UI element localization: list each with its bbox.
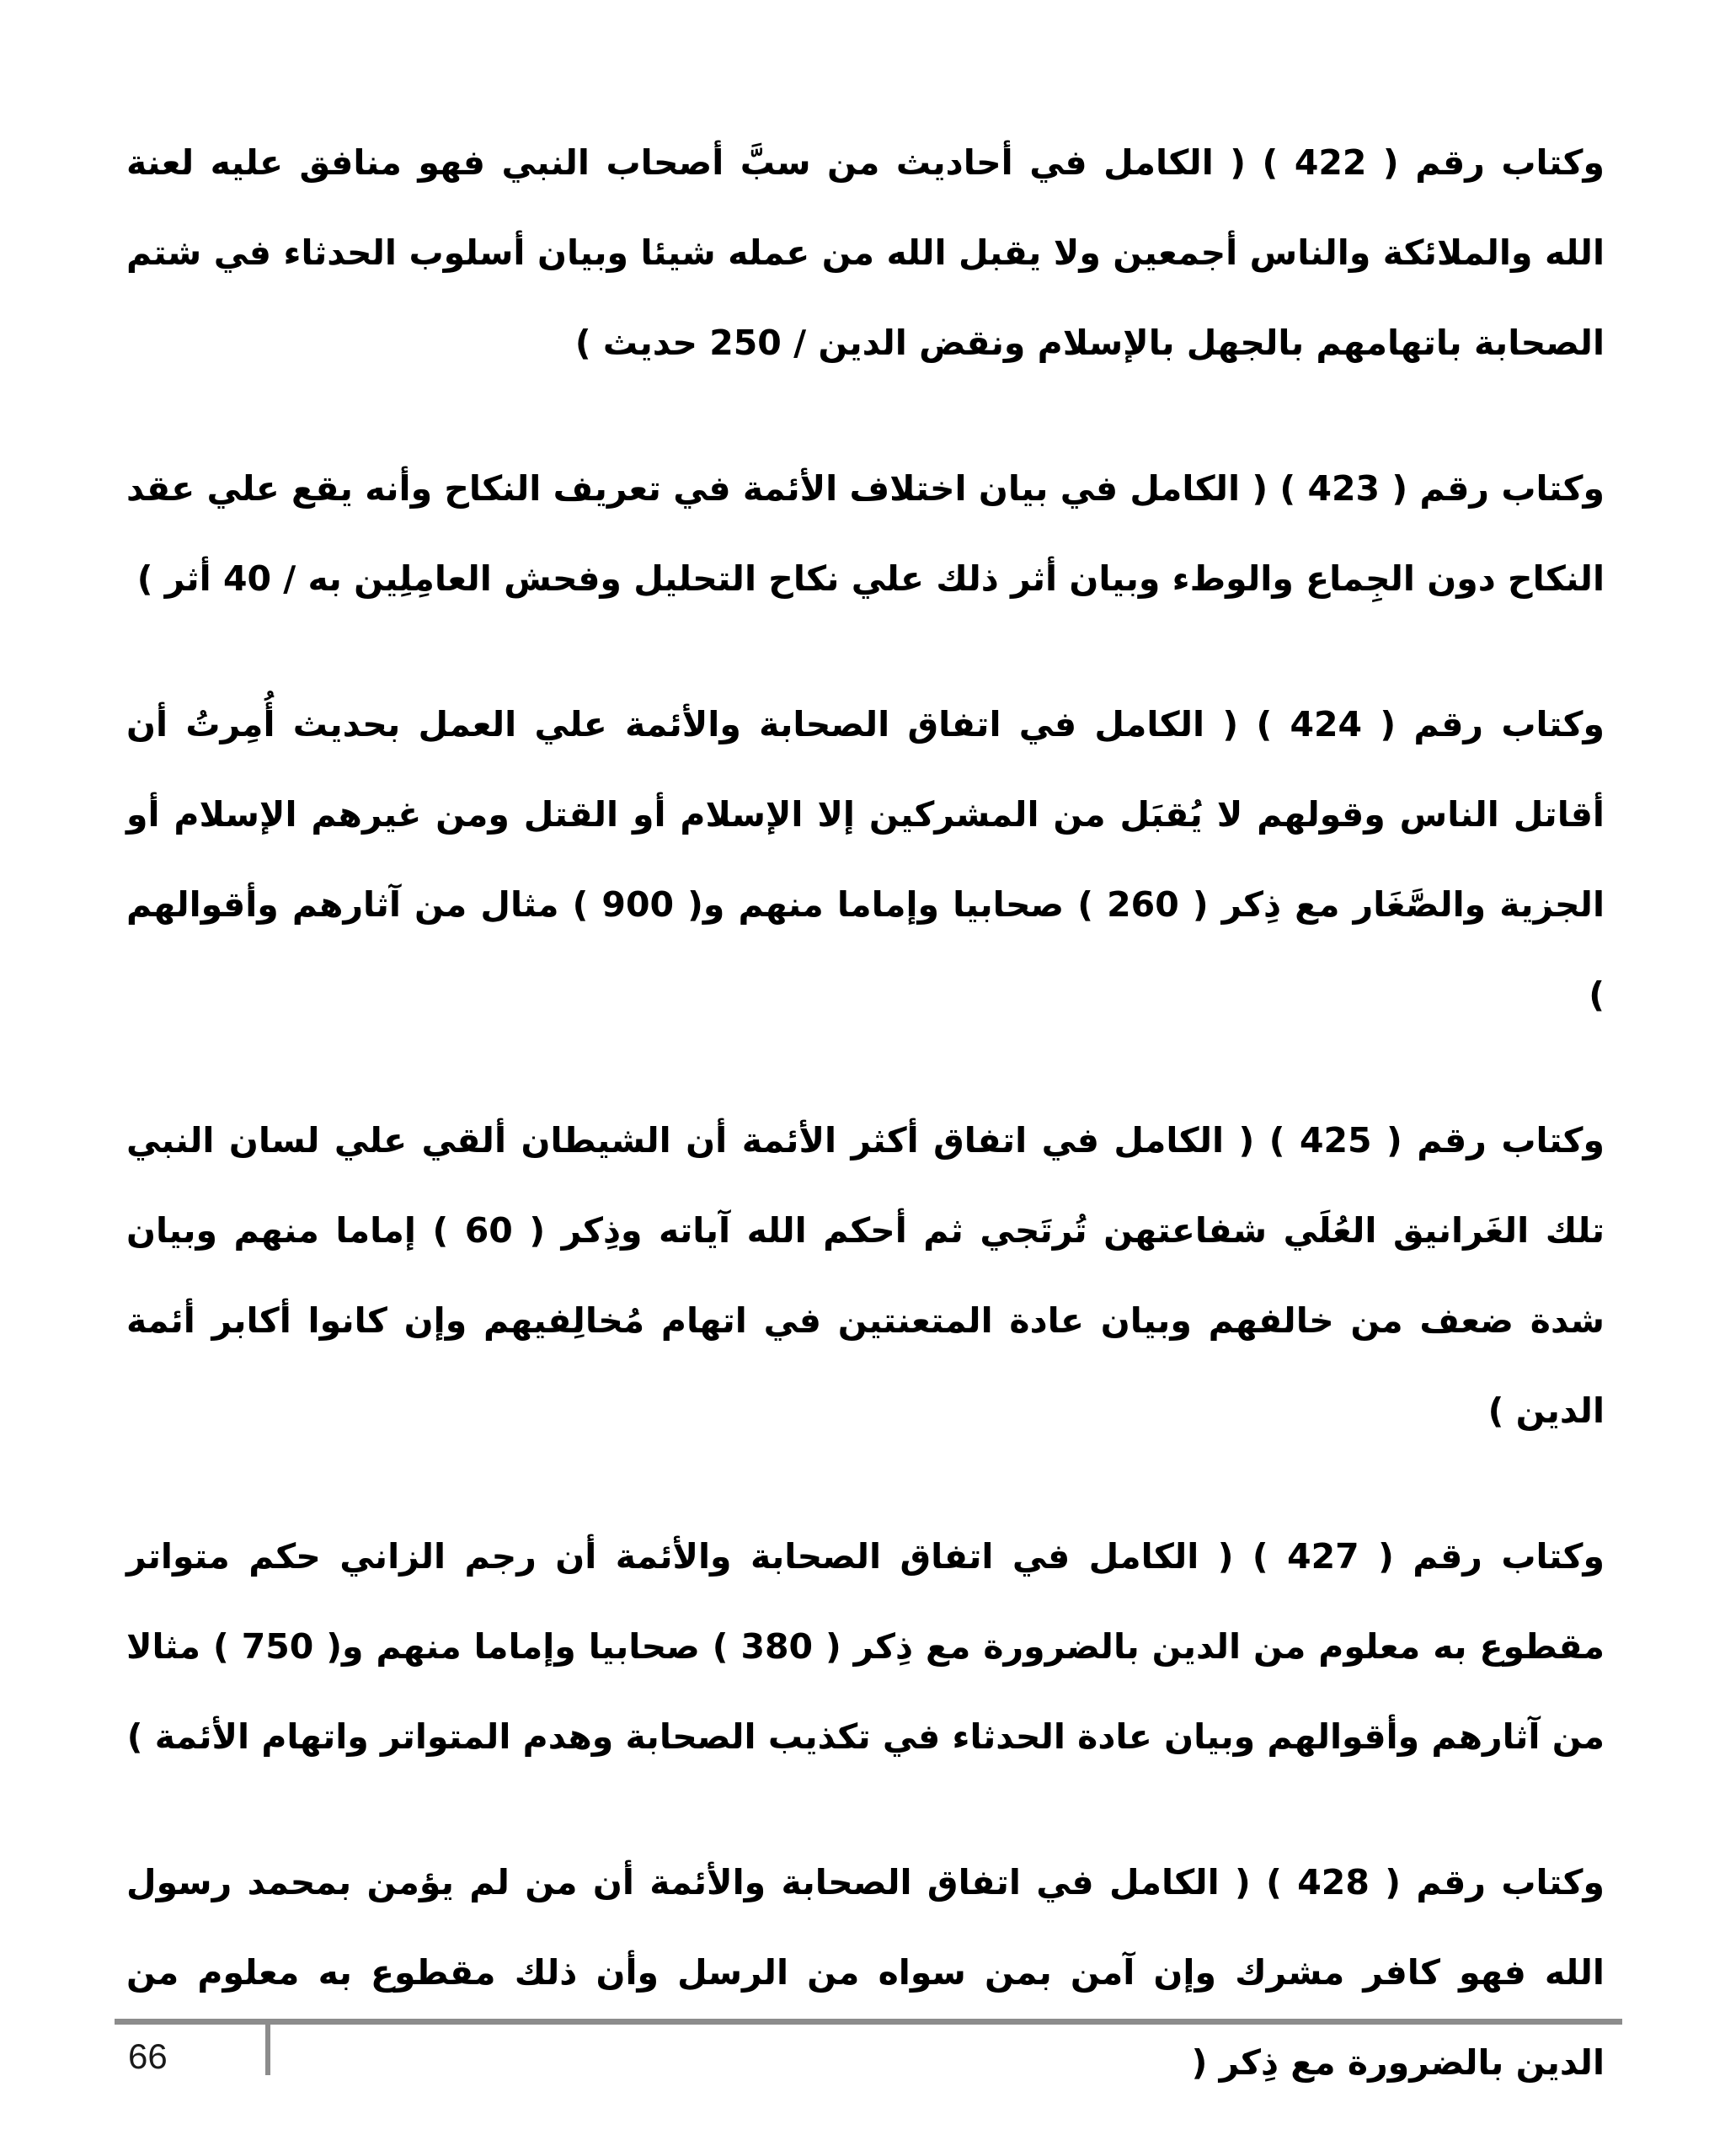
footer-page-separator — [265, 2025, 270, 2075]
footer-divider — [115, 2019, 1622, 2025]
book-entry-422: وكتاب رقم ( 422 ) ( الكامل في أحاديث من سبَّ أصحاب النبي فهو منافق عليه لعنة الله والملائكة والناس أجمعين ولا يقبل الله من عمله شيئا وبيان أسلوب الحدثاء في شتم الصحابة باتهامهم بالجهل بالإسلام ونقض الدين / 250 حديث ) — [126, 142, 1605, 363]
book-entry-425: وكتاب رقم ( 425 ) ( الكامل في اتفاق أكثر الأئمة أن الشيطان ألقي علي لسان النبي تلك الغَرانيق العُلَي شفاعتهن تُرتَجي ثم أحكم الله آياته وذِكر ( 60 ) إماما منهم وبيان شدة ضعف من خالفهم وبيان عادة المتعنتين في اتهام مُخالِفيهم وإن كانوا أكابر أئمة الدين ) — [126, 1120, 1605, 1431]
page-number: 66 — [128, 2036, 168, 2076]
book-entry-428: وكتاب رقم ( 428 ) ( الكامل في اتفاق الصحابة والأئمة أن من لم يؤمن بمحمد رسول الله فهو كافر مشرك وإن آمن بمن سواه من الرسل وأن ذلك مقطوع به معلوم من الدين بالضرورة مع ذِكر ( — [126, 1862, 1605, 2083]
book-entry-424: وكتاب رقم ( 424 ) ( الكامل في اتفاق الصحابة والأئمة علي العمل بحديث أُمِرتُ أن أقاتل الناس وقولهم لا يُقبَل من المشركين إلا الإسلام أو القتل ومن غيرهم الإسلام أو الجزية والصَّغَار مع ذِكر ( 260 ) صحابيا وإماما منهم و( 900 ) مثال من آثارهم وأقوالهم ) — [126, 704, 1605, 1015]
book-list — [126, 118, 1605, 2108]
book-entry-423: وكتاب رقم ( 423 ) ( الكامل في بيان اختلاف الأئمة في تعريف النكاح وأنه يقع علي عقد النكاح دون الجِماع والوطء وبيان أثر ذلك علي نكاح التحليل وفحش العامِلِين به / 40 أثر ) — [126, 468, 1605, 599]
book-entry-427: وكتاب رقم ( 427 ) ( الكامل في اتفاق الصحابة والأئمة أن رجم الزاني حكم متواتر مقطوع به معلوم من الدين بالضرورة مع ذِكر ( 380 ) صحابيا وإماما منهم و( 750 ) مثالا من آثارهم وأقوالهم وبيان عادة الحدثاء في تكذيب الصحابة وهدم المتواتر واتهام الأئمة ) — [126, 1536, 1605, 1757]
